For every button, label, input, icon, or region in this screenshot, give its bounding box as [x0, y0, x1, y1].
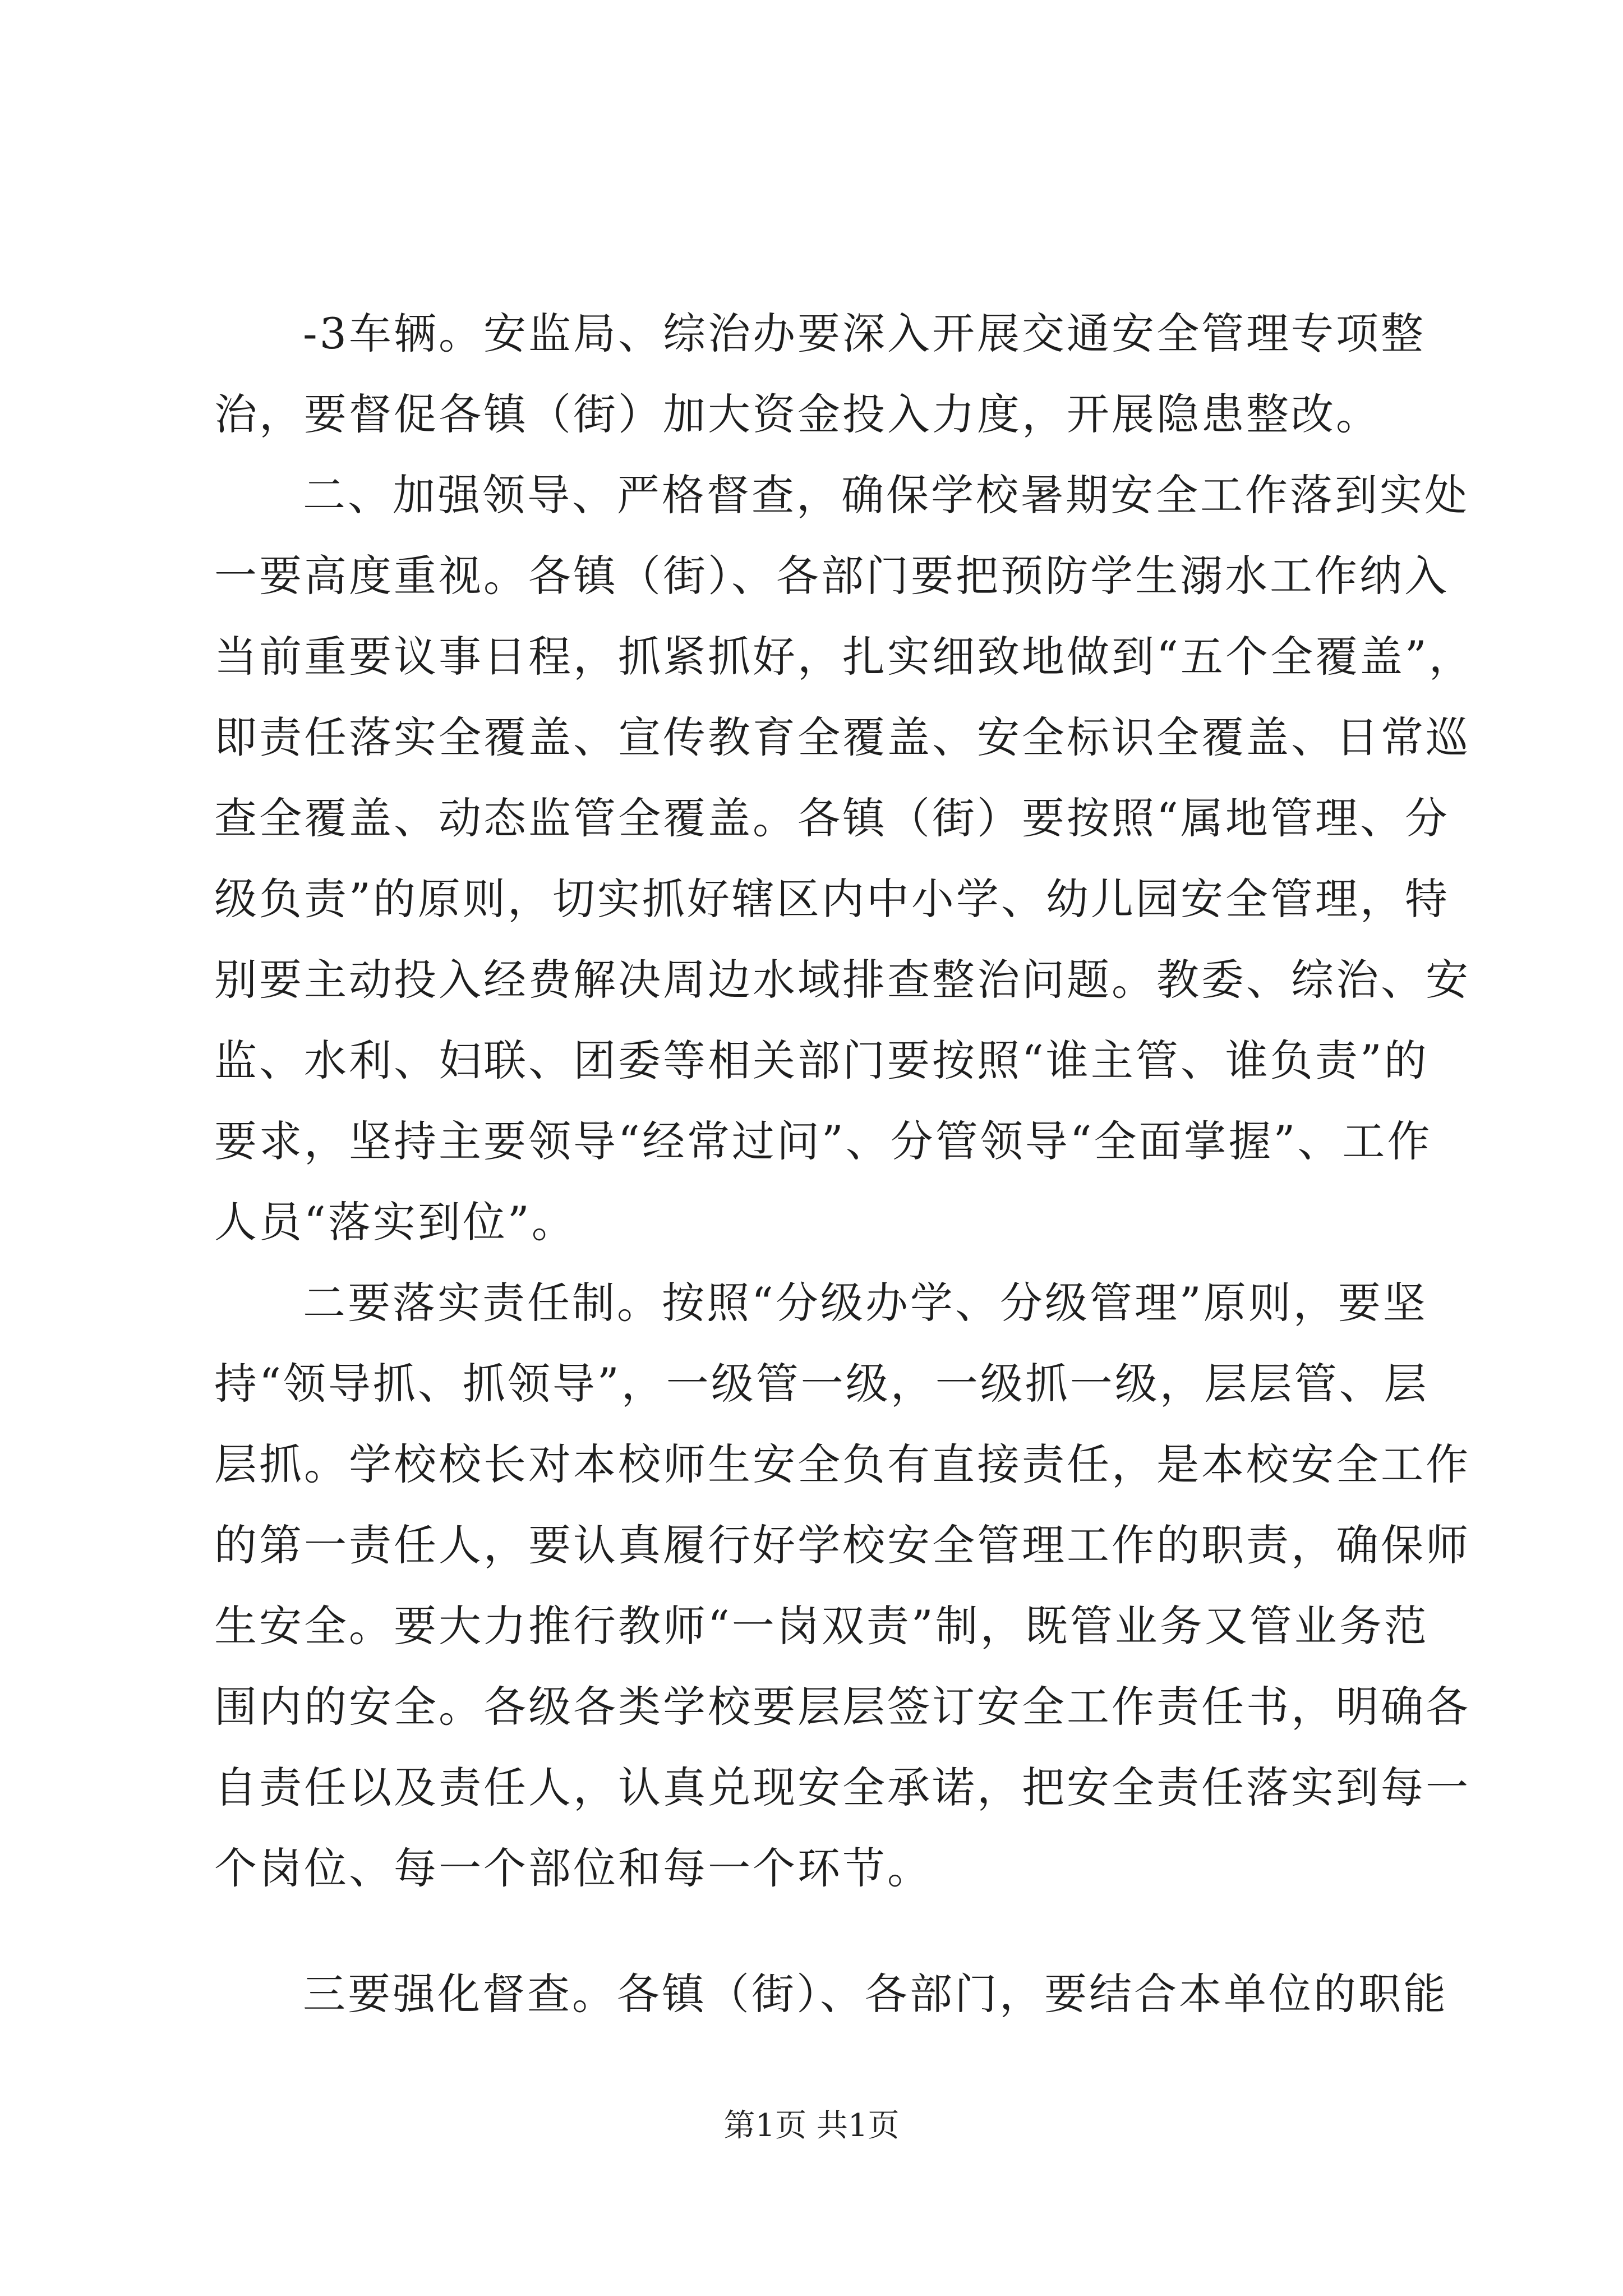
text-line: 围内的安全。各级各类学校要层层签订安全工作责任书，明确各 [214, 1682, 1470, 1732]
text-line: 自责任以及责任人，认真兑现安全承诺，把安全责任落实到每一 [214, 1763, 1470, 1812]
text-line: 即责任落实全覆盖、宣传教育全覆盖、安全标识全覆盖、日常巡 [214, 712, 1470, 762]
text-line: 层抓。学校校长对本校师生安全负有直接责任，是本校安全工作 [214, 1439, 1470, 1489]
text-line: 持“领导抓、抓领导”，一级管一级，一级抓一级，层层管、层 [214, 1359, 1429, 1409]
text-line: 别要主动投入经费解决周边水域排查整治问题。教委、综治、安 [214, 955, 1470, 1005]
text-line: 二要落实责任制。按照“分级办学、分级管理”原则，要坚 [303, 1278, 1428, 1328]
text-line: 监、水利、妇联、团委等相关部门要按照“谁主管、谁负责”的 [214, 1036, 1429, 1085]
text-line: 个岗位、每一个部位和每一个环节。 [214, 1843, 932, 1893]
text-line: 当前重要议事日程，抓紧抓好，扎实细致地做到“五个全覆盖”， [214, 632, 1474, 682]
text-line: 的第一责任人，要认真履行好学校安全管理工作的职责，确保师 [214, 1520, 1470, 1570]
text-line: 查全覆盖、动态监管全覆盖。各镇（街）要按照“属地管理、分 [214, 793, 1450, 843]
text-line: 二、加强领导、严格督查，确保学校暑期安全工作落到实处 [303, 470, 1469, 520]
text-line: 生安全。要大力推行教师“一岗双责”制，既管业务又管业务范 [214, 1601, 1429, 1651]
text-line: 人员“落实到位”。 [214, 1197, 577, 1247]
page-number: 第1页 共1页 [723, 2108, 900, 2144]
text-line: -3车辆。安监局、综治办要深入开展交通安全管理专项整 [303, 309, 1426, 358]
text-line: 要求，坚持主要领导“经常过问”、分管领导“全面掌握”、工作 [214, 1116, 1432, 1166]
text-line: 治，要督促各镇（街）加大资金投入力度，开展隐患整改。 [214, 389, 1381, 439]
text-line: 三要强化督查。各镇（街）、各部门，要结合本单位的职能 [303, 1969, 1448, 2019]
text-line: 级负责”的原则，切实抓好辖区内中小学、幼儿园安全管理，特 [214, 874, 1450, 924]
text-line: 一要高度重视。各镇（街）、各部门要把预防学生溺水工作纳入 [214, 551, 1449, 601]
